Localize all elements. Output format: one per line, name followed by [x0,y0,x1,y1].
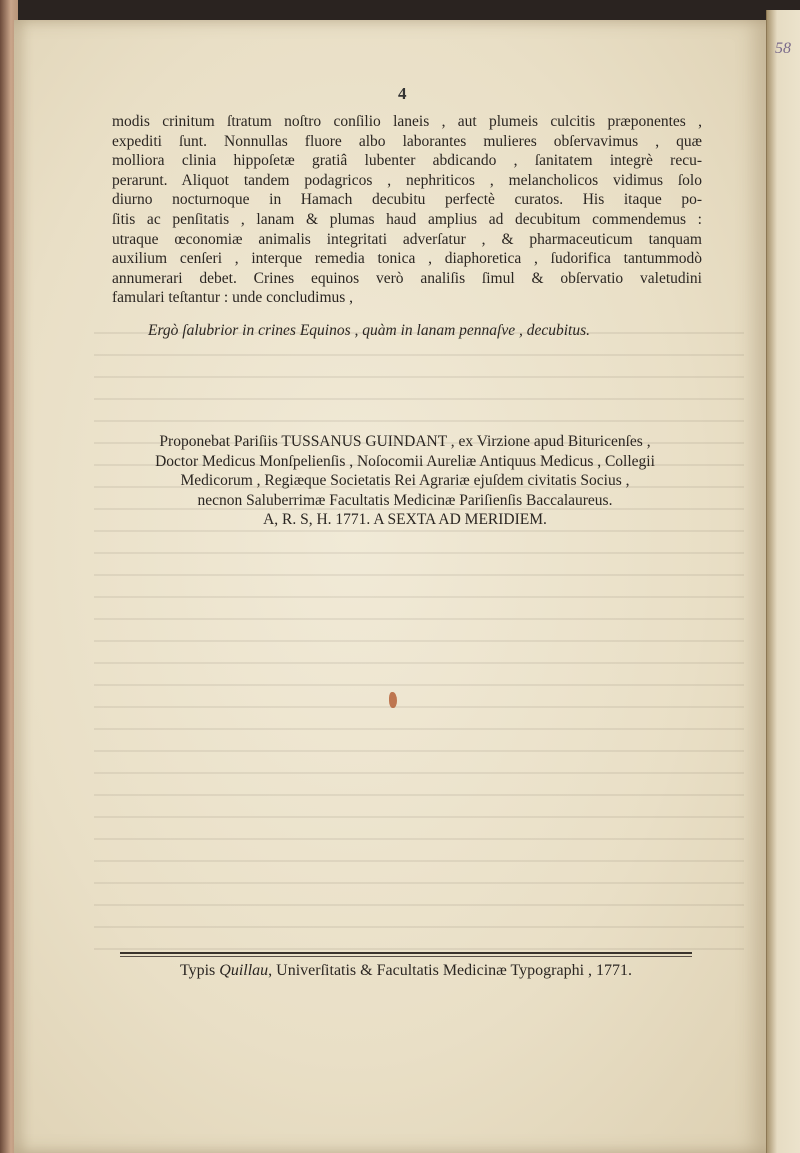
imprint-suffix: , Univerſitatis & Facultatis Medicinæ Typographi , 1771. [268,962,633,979]
imprint-prefix: Typis [179,962,216,979]
bleed-through-text [94,320,744,960]
printer-name: Quillau [219,962,269,979]
proposer-block [110,432,700,530]
body-paragraph [112,112,702,308]
text-line: perarunt. Aliquot tandem podagricos , nephriticos , melancholicos vidimus ſolo [112,171,702,189]
page-number: 4 [398,84,407,103]
text-line: auxilium cenſeri , interque remedia tonica , diaphoretica , ſudorifica tantummodò [112,250,702,268]
text-line: famulari teſtantur : unde concludimus , [112,289,354,307]
proposer-line: Medicorum , Regiæque Societatis Rei Agrariæ ejuſdem civitatis Socius , [180,472,630,490]
proposer-line: Doctor Medicus Monſpelienſis , Noſocomii Aureliæ Antiquus Medicus , Collegii [155,452,655,470]
ink-stain [389,692,397,708]
text-line: expediti ſunt. Nonnullas fluore albo laborantes mulieres obſervavimus , quæ [112,132,702,150]
divider-rule [120,952,692,954]
adjacent-page-edge [766,10,800,1153]
text-line: utraque œconomiæ animalis integritati adverſatur , & pharmaceuticum tanquam [112,230,702,248]
date-line: A, R. S, H. 1771. A SEXTA AD MERIDIEM. [263,511,547,529]
proposer-line: necnon Saluberrimæ Facultatis Medicinæ Pariſienſis Baccalaureus. [197,491,613,509]
text-line: diurno nocturnoque in Hamach decubitu perfectè curatos. His itaque po- [112,191,702,209]
text-line: annumerari debet. Crines equinos verò analiſis ſimul & obſervatio valetudini [112,269,702,287]
printer-imprint [120,962,692,980]
text-line: modis crinitum ſtratum noſtro conſilio laneis , aut plumeis culcitis præponentes , [112,113,702,130]
text-line: ſitis ac penſitatis , lanam & plumas haud amplius ad decubitum commendemus : [112,210,702,228]
divider-rule-thin [120,956,692,957]
proposer-line: Proponebat Pariſiis TUSSANUS GUINDANT , ex Virzione apud Bituricenſes , [159,433,651,450]
conclusion-statement: Ergò ſalubrior in crines Equinos , quàm in lanam pennaſve , decubitus. [148,322,590,339]
text-line: molliora clinia hippoſetæ gratiâ lubenter abdicando , ſanitatem integrè recu- [112,152,702,170]
margin-page-mark: 58 [775,40,791,57]
